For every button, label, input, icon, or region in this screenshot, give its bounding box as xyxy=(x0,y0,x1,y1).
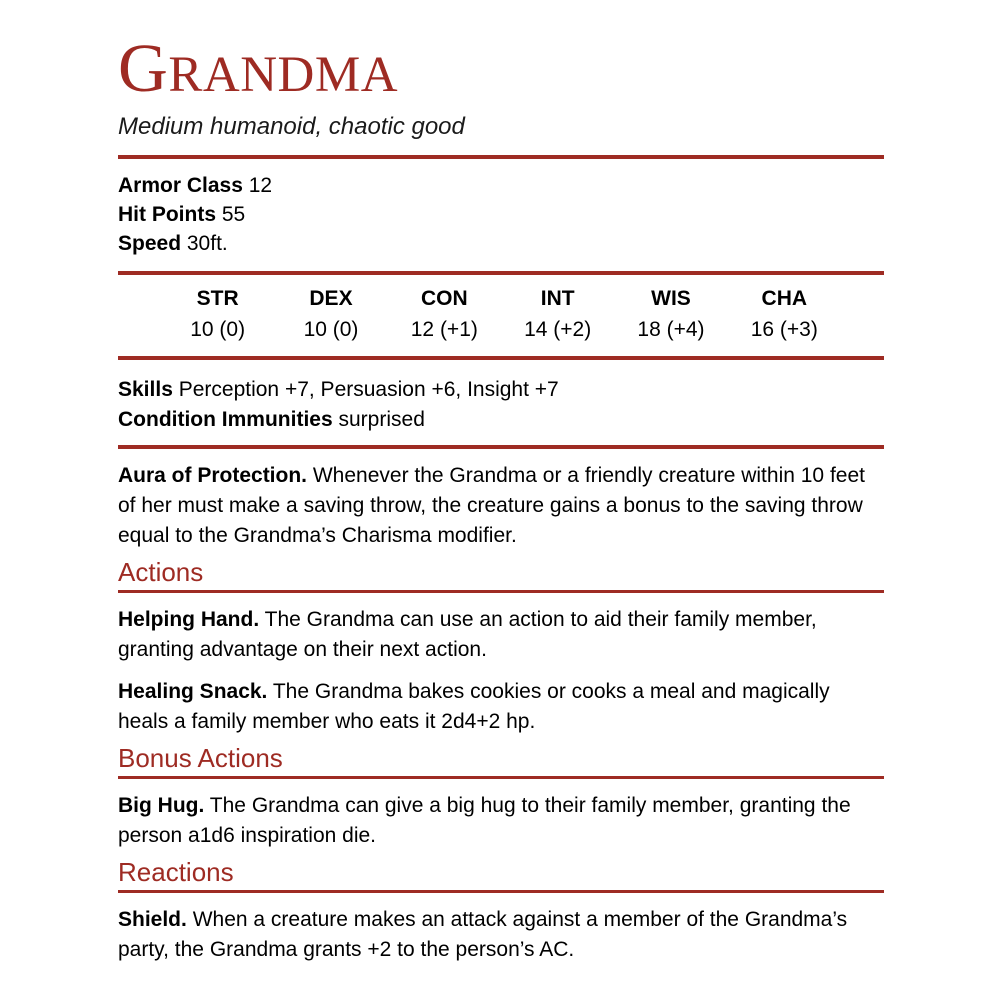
ability-name: CHA xyxy=(761,287,808,310)
page-title xyxy=(118,30,884,107)
property-label: Hit Points xyxy=(118,203,216,226)
action-helping-hand xyxy=(118,605,884,665)
bonus-action-name: Big Hug. xyxy=(118,794,205,817)
property-value: 12 xyxy=(248,174,273,197)
detail-properties xyxy=(118,375,884,435)
ability-dex xyxy=(274,287,387,342)
property-label: Speed xyxy=(118,232,182,255)
ability-str xyxy=(161,287,274,342)
reaction-name: Shield. xyxy=(118,908,187,931)
ability-name: INT xyxy=(540,287,575,310)
ability-score: 10 (0) xyxy=(190,318,246,341)
property-row-speed xyxy=(118,229,884,258)
ability-cha xyxy=(728,287,841,342)
ability-wis xyxy=(614,287,727,342)
trait-aura-of-protection xyxy=(118,461,884,551)
title-initial: G xyxy=(118,30,169,106)
ability-con xyxy=(388,287,501,342)
section-heading-bonus-actions: Bonus Actions xyxy=(118,743,884,779)
property-label: Condition Immunities xyxy=(118,408,333,431)
core-properties xyxy=(118,171,884,258)
divider xyxy=(118,271,884,275)
title-rest: RANDMA xyxy=(168,47,399,103)
section-heading-reactions: Reactions xyxy=(118,857,884,893)
divider xyxy=(118,356,884,360)
ability-name: CON xyxy=(420,287,468,310)
action-name: Healing Snack. xyxy=(118,680,268,703)
divider xyxy=(118,445,884,449)
action-healing-snack xyxy=(118,677,884,737)
bonus-action-big-hug xyxy=(118,791,884,851)
property-value: Perception +7, Persuasion +6, Insight +7 xyxy=(178,378,559,401)
action-text: The Grandma bakes cookies or cooks a meal and magically heals a family member who eats it 2d4+2 hp. xyxy=(118,680,830,733)
reaction-shield xyxy=(118,905,884,965)
section-heading-actions: Actions xyxy=(118,557,884,593)
property-row-armor-class xyxy=(118,171,884,200)
creature-type: Medium humanoid, chaotic good xyxy=(118,113,465,140)
ability-scores xyxy=(161,287,841,342)
ability-name: DEX xyxy=(309,287,353,310)
action-text: The Grandma can use an action to aid their family member, granting advantage on their next action. xyxy=(118,608,817,661)
ability-score: 14 (+2) xyxy=(524,318,592,341)
stat-block xyxy=(118,30,884,965)
action-name: Helping Hand. xyxy=(118,608,260,631)
property-row-condition-immunities xyxy=(118,405,884,435)
property-row-hit-points xyxy=(118,200,884,229)
property-value: 55 xyxy=(221,203,246,226)
ability-score: 16 (+3) xyxy=(750,318,818,341)
property-value: surprised xyxy=(338,408,425,431)
ability-int xyxy=(501,287,614,342)
ability-score: 12 (+1) xyxy=(410,318,478,341)
ability-name: STR xyxy=(196,287,239,310)
ability-score: 18 (+4) xyxy=(637,318,705,341)
divider xyxy=(118,155,884,159)
property-label: Skills xyxy=(118,378,173,401)
ability-score: 10 (0) xyxy=(303,318,359,341)
bonus-action-text: The Grandma can give a big hug to their family member, granting the person a1d6 inspiration die. xyxy=(118,794,851,847)
trait-text: Whenever the Grandma or a friendly creature within 10 feet of her must make a saving throw, the creature gains a bonus to the saving throw equal to the Grandma’s Charisma modifier. xyxy=(118,464,865,547)
ability-name: WIS xyxy=(651,287,691,310)
property-value: 30ft. xyxy=(186,232,228,255)
property-row-skills xyxy=(118,375,884,405)
reaction-text: When a creature makes an attack against a member of the Grandma’s party, the Grandma grants +2 to the person’s AC. xyxy=(118,908,848,961)
property-label: Armor Class xyxy=(118,174,243,197)
trait-name: Aura of Protection. xyxy=(118,464,308,487)
